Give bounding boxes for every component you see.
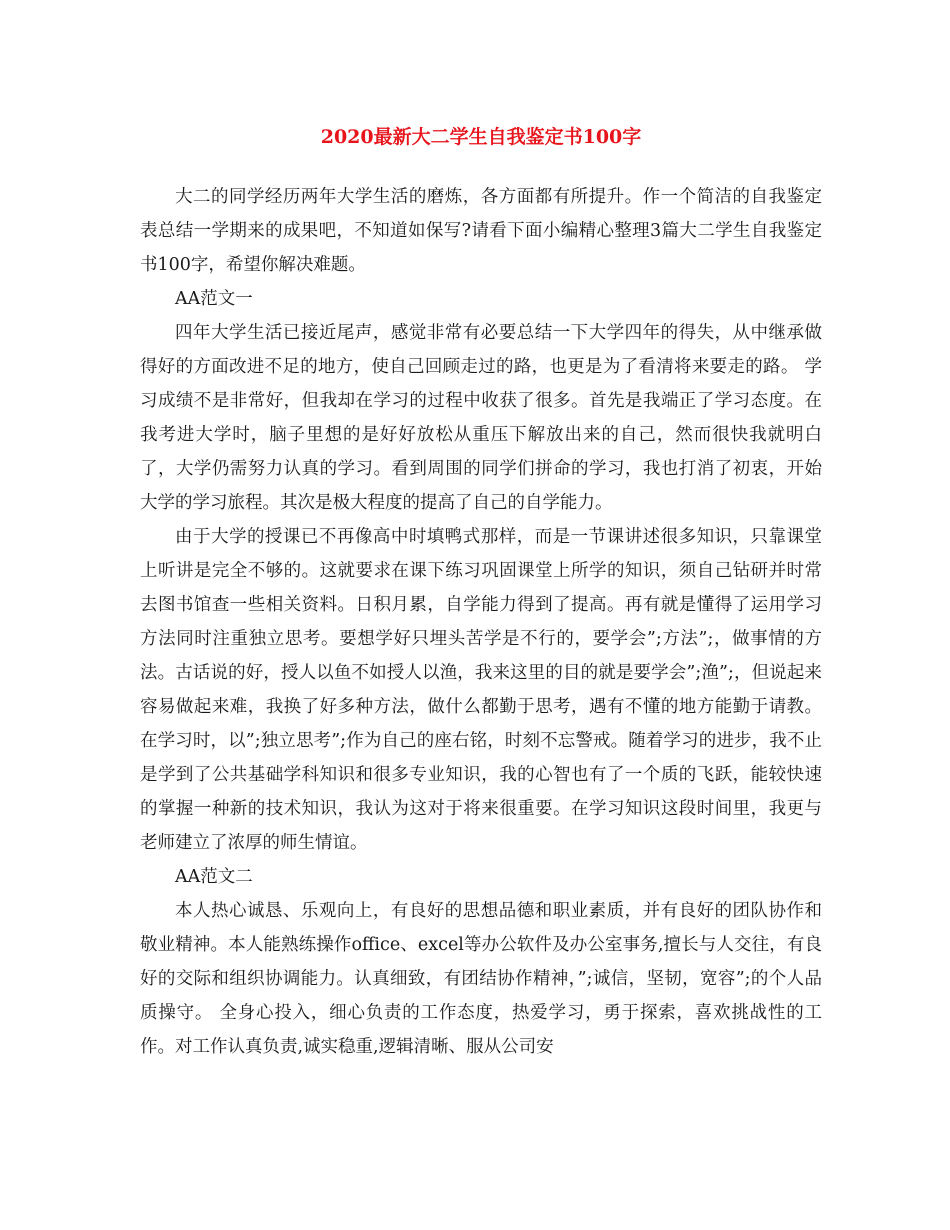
- document-title: 2020最新大二学生自我鉴定书100字: [320, 126, 642, 148]
- sample-two-paragraph-1: 本人热心诚恳、乐观向上，有良好的思想品德和职业素质，并有良好的团队协作和敬业精神。本人能熟练操作office、excel等办公软件及办公室事务,擅长与人交往，有良好的交际和组织协调能力。认真细致，有团结协作精神，”;诚信，坚韧，宽容”;的个人品质操守。 全身心投入，细心负责的工作态度，热爱学习，勇于探索，喜欢挑战性的工作。对工作认真负责,诚实稳重,逻辑清晰、服从公司安: [140, 901, 822, 1057]
- sample-one-paragraph-2: 由于大学的授课已不再像高中时填鸭式那样，而是一节课讲述很多知识，只靠课堂上听讲是完全不够的。这就要求在课下练习巩固课堂上所学的知识，须自己钻研并时常去图书馆查一些相关资料。日积月累，自学能力得到了提高。再有就是懂得了运用学习方法同时注重独立思考。要想学好只埋头苦学是不行的，要学会”;方法”;，做事情的方法。古话说的好，授人以鱼不如授人以渔，我来这里的目的就是要学会”;渔”;，但说起来容易做起来难，我换了好多种方法，做什么都勤于思考，遇有不懂的地方能勤于请教。在学习时，以”;独立思考”;作为自己的座右铭，时刻不忘警戒。随着学习的进步，我不止是学到了公共基础学科知识和很多专业知识，我的心智也有了一个质的飞跃，能较快速的掌握一种新的技术知识，我认为这对于将来很重要。在学习知识这段时间里，我更与老师建立了浓厚的师生情谊。: [140, 527, 822, 853]
- sample-two-heading: AA范文二: [175, 867, 253, 887]
- document-body: [140, 180, 822, 1064]
- sample-one-heading: AA范文一: [175, 289, 253, 309]
- intro-paragraph: 大二的同学经历两年大学生活的磨炼，各方面都有所提升。作一个简洁的自我鉴定表总结一学期来的成果吧，不知道如保写?请看下面小编精心整理3篇大二学生自我鉴定书100字，希望你解决难题。: [140, 187, 822, 275]
- sample-one-paragraph-1: 四年大学生活已接近尾声，感觉非常有必要总结一下大学四年的得失，从中继承做得好的方面改进不足的地方，使自己回顾走过的路，也更是为了看清将来要走的路。 学习成绩不是非常好，但我却在学习的过程中收获了很多。首先是我端正了学习态度。在我考进大学时，脑子里想的是好好放松从重压下解放出来的自己，然而很快我就明白了，大学仍需努力认真的学习。看到周围的同学们拼命的学习，我也打消了初衷，开始大学的学习旅程。其次是极大程度的提高了自己的自学能力。: [140, 323, 822, 513]
